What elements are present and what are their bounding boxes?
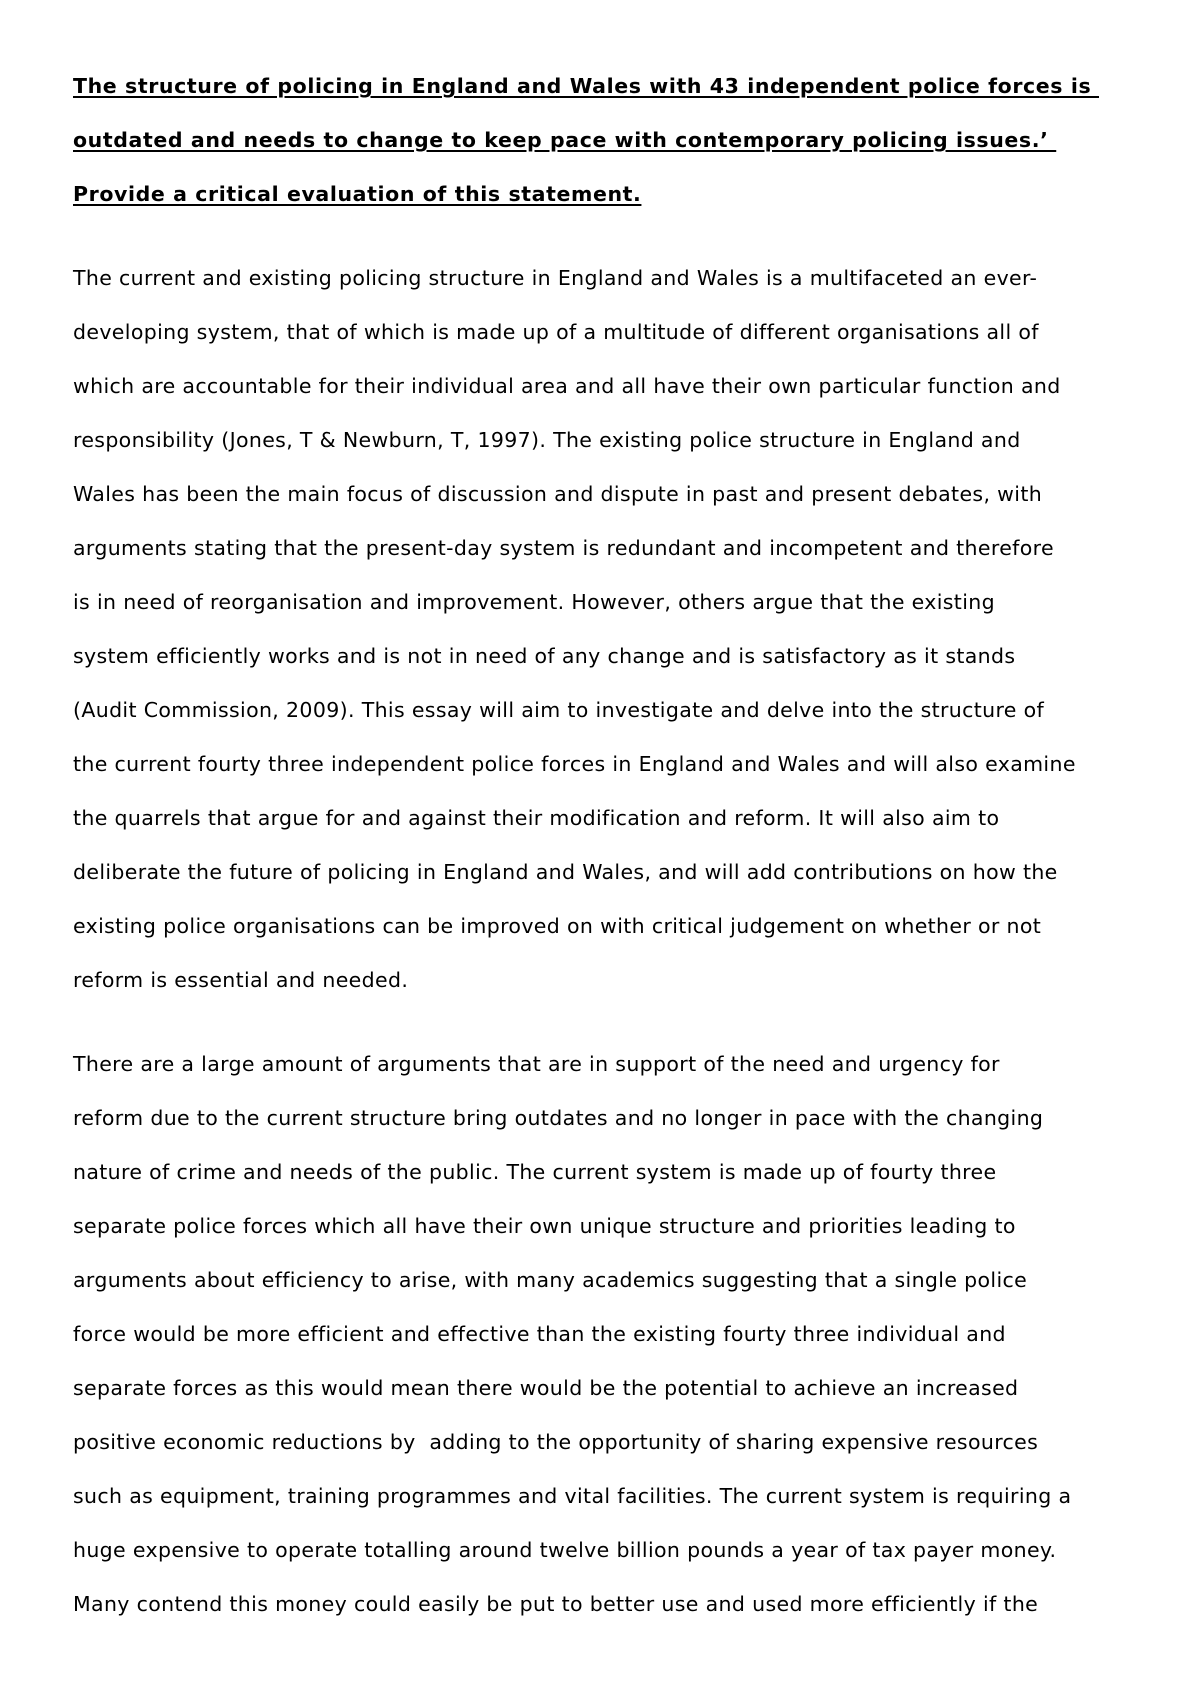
text-line: existing police organisations can be improved on with critical judgement on whether or not <box>73 914 1042 938</box>
text-line: responsibility (Jones, T & Newburn, T, 1997). The existing police structure in England and <box>73 428 1021 452</box>
text-line: developing system, that of which is made up of a multitude of different organisations all of <box>73 320 1039 344</box>
text-line: (Audit Commission, 2009). This essay will aim to investigate and delve into the structure of <box>73 698 1045 722</box>
text-line: the current fourty three independent police forces in England and Wales and will also examine <box>73 752 1076 776</box>
text-line: nature of crime and needs of the public. The current system is made up of fourty three <box>73 1160 997 1184</box>
text-line: separate forces as this would mean there would be the potential to achieve an increased <box>73 1376 1019 1400</box>
text-line: positive economic reductions by adding to the opportunity of sharing expensive resources <box>73 1430 1039 1454</box>
text-line: Wales has been the main focus of discussion and dispute in past and present debates, with <box>73 482 1043 506</box>
title-line: Provide a critical evaluation of this statement. <box>73 182 642 206</box>
text-line: huge expensive to operate totalling around twelve billion pounds a year of tax payer money. <box>73 1538 1057 1562</box>
text-line: the quarrels that argue for and against their modification and reform. It will also aim to <box>73 806 1000 830</box>
text-line: reform is essential and needed. <box>73 968 409 992</box>
text-line: deliberate the future of policing in England and Wales, and will add contributions on how the <box>73 860 1058 884</box>
text-line: reform due to the current structure bring outdates and no longer in pace with the changing <box>73 1106 1044 1130</box>
text-line: arguments about efficiency to arise, with many academics suggesting that a single police <box>73 1268 1028 1292</box>
title-line: The structure of policing in England and Wales with 43 independent police forces is <box>73 74 1099 98</box>
text-line: There are a large amount of arguments that are in support of the need and urgency for <box>73 1052 1000 1076</box>
text-line: such as equipment, training programmes and vital facilities. The current system is requiring a <box>73 1484 1072 1508</box>
text-line: is in need of reorganisation and improvement. However, others argue that the existing <box>73 590 995 614</box>
text-line: separate police forces which all have their own unique structure and priorities leading to <box>73 1214 1016 1238</box>
text-line: arguments stating that the present-day system is redundant and incompetent and therefore <box>73 536 1054 560</box>
text-line: system efficiently works and is not in need of any change and is satisfactory as it stands <box>73 644 1016 668</box>
text-line: The current and existing policing structure in England and Wales is a multifaceted an ever- <box>73 266 1038 290</box>
text-line: force would be more efficient and effective than the existing fourty three individual and <box>73 1322 1006 1346</box>
text-line: which are accountable for their individual area and all have their own particular function and <box>73 374 1061 398</box>
title-line: outdated and needs to change to keep pace with contemporary policing issues.’ <box>73 128 1057 152</box>
text-line: Many contend this money could easily be put to better use and used more efficiently if the <box>73 1592 1039 1616</box>
